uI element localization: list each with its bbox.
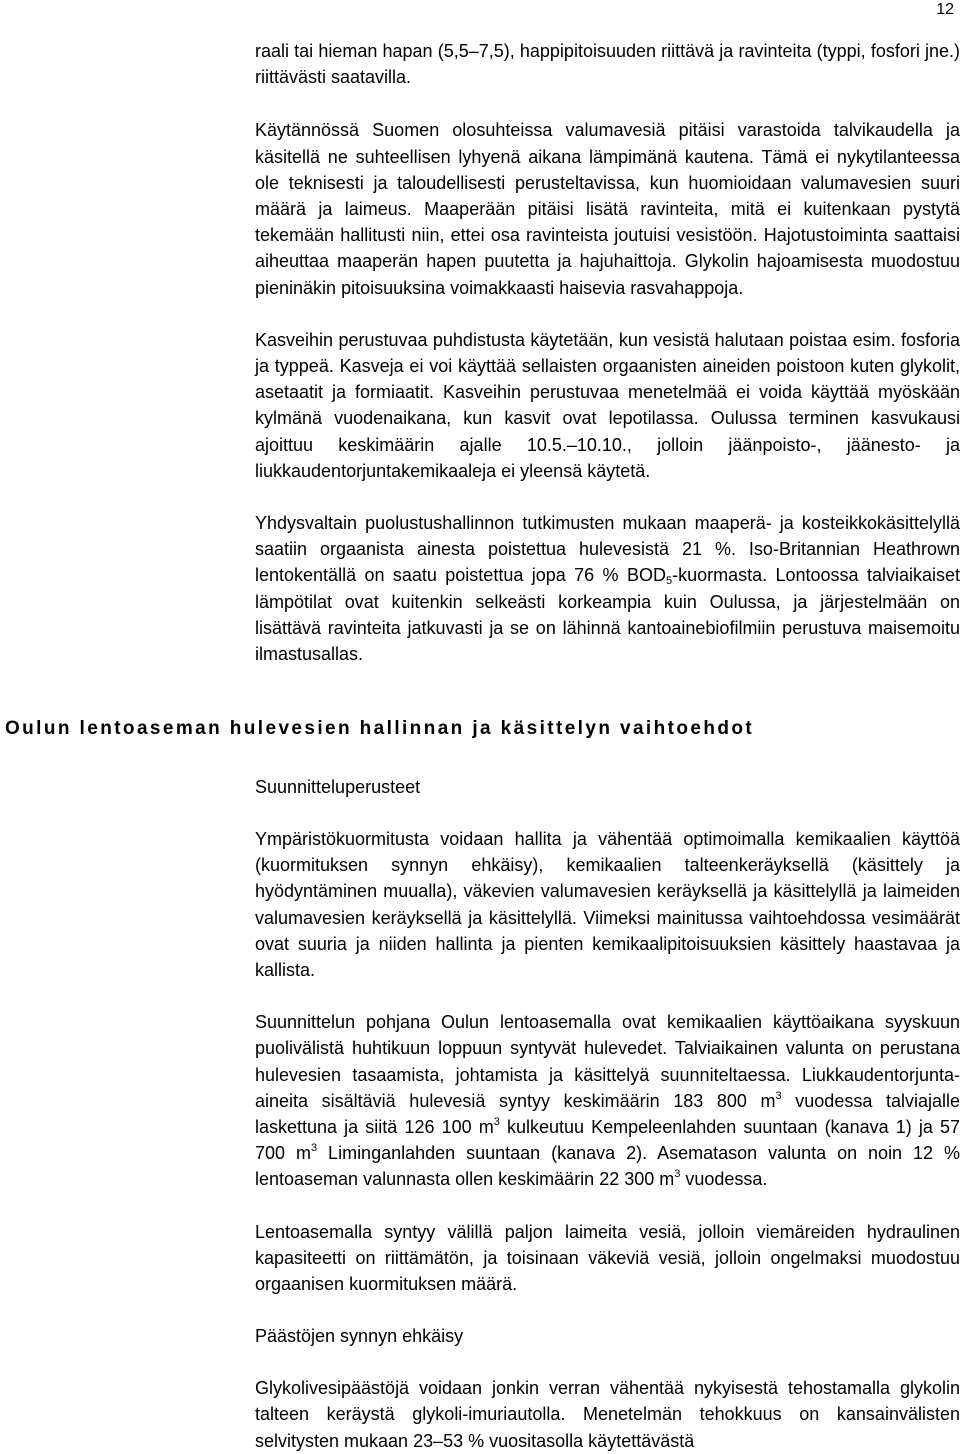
text-block-top [255, 38, 960, 667]
subheading-design-basis: Suunnitteluperusteet [255, 777, 421, 797]
subheading-emission-prevention: Päästöjen synnyn ehkäisy [255, 1326, 464, 1347]
section-heading: Oulun lentoaseman hulevesien hallinnan ja käsittelyn vaihtoehdot [5, 718, 755, 739]
cubic-superscript-1: 3 [775, 1089, 782, 1102]
paragraph-glycol-recovery: Glykolivesipäästöjä voidaan jonkin verran vähentää nykyisestä tehostamalla glykolin talteen keräystä glykoli-imuriautolla. Menetelmän tehokkuus on kansainvälisten selvitysten mukaan 23–53 % vuositasolla käytettävästä [255, 1378, 960, 1451]
bod-subscript: 5 [665, 575, 673, 588]
paragraph-plant-treatment: Kasveihin perustuvaa puhdistusta käytetään, kun vesistä halutaan poistaa esim. fosforia ja typpeä. Kasveja ei voi käyttää sellaisten orgaanisten aineiden poistoon kuten glykolit, asetaatit ja formiaatit. Kasveihin perustuvaa menetelmää ei voida käyttää myöskään kylmänä vuodenaikana, kun kasvit ovat lepotilassa. Oulussa terminen kasvukausi ajoittuu keskimäärin ajalle 10.5.–10.10., jolloin jäänpoisto-, jäänesto- ja liukkaudentorjuntakemikaaleja ei yleensä käytetä. [255, 329, 960, 481]
paragraph-design-basis-part-b: vuodessa talviajalle laskettuna ja siitä 126 100 m [255, 1090, 960, 1138]
paragraph-design-basis-part-d: Liminganlahden suuntaan (kanava 2). Asematason valunta on noin 12 % lentoaseman valunnasta ollen keskimäärin 22 300 m [255, 1143, 960, 1190]
paragraph-design-basis-part-e: vuodessa. [680, 1169, 768, 1190]
text-block-bottom [255, 774, 960, 1454]
paragraph-dilute-waters: Lentoasemalla syntyy välillä paljon laimeita vesiä, jolloin viemäreiden hydraulinen kapasiteetti on riittämätön, ja toisinaan väkeviä vesiä, jolloin ongelmaksi muodostuu orgaanisen kuormituksen määrä. [255, 1221, 960, 1295]
page-number: 12 [936, 1, 954, 18]
paragraph-international-results [255, 510, 960, 667]
paragraph-load-management: Ympäristökuormitusta voidaan hallita ja vähentää optimoimalla kemikaalien käyttöä (kuormituksen synnyn ehkäisy), kemikaalien talteenkeräyksellä (käsittely ja hyödyntäminen muualla), väkevien valumavesien keräyksellä ja käsittelyllä ja laimeiden valumavesien keräyksellä ja käsittelyllä. Viimeksi mainitussa vaihtoehdossa vesimäärät ovat suuria ja niiden hallinta ja pienten kemikaalipitoisuuksien käsittely haastavaa ja kallista. [255, 829, 960, 981]
paragraph-soil-conditions: raali tai hieman hapan (5,5–7,5), happipitoisuuden riittävä ja ravinteita (typpi, fosfori jne.) riittävästi saatavilla. [255, 41, 960, 88]
paragraph-design-basis [255, 1009, 960, 1192]
paragraph-design-basis-part-c: kulkeutuu Kempeleenlahden suuntaan (kanava 1) ja 57 700 m [255, 1117, 960, 1164]
paragraph-finnish-conditions: Käytännössä Suomen olosuhteissa valumavesiä pitäisi varastoida talvikaudella ja käsitellä ne suhteellisen lyhyenä aikana lämpimänä kautena. Tämä ei nykytilanteessa ole teknisesti ja taloudellisesti perusteltavissa, kun huomioidaan valumavesien suuri määrä ja laimeus. Maaperään pitäisi lisätä ravinteita, mitä ei kuitenkaan pystytä tekemään hallitusti niin, ettei osa ravinteista joutuisi vesistöön. Hajotustoiminta saattaisi aiheuttaa maaperän hapen puutetta ja hajuhaittoja. Glykolin hajoamisesta muodostuu pieninäkin pitoisuuksina voimakkaasti haisevia rasvahappoja. [255, 120, 960, 298]
paragraph-design-basis-part-a: Suunnittelun pohjana Oulun lentoasemalla ovat kemikaalien käyttöaikana syyskuun puolivälistä huhtikuun loppuun syntyvät hulevedet. Talviaikainen valunta on perustana hulevesien tasaamista, johtamista ja käsittelyä suunniteltaessa. Liukkaudentorjunta-aineita sisältäviä hulevesiä syntyy keskimäärin 183 800 m [255, 1012, 960, 1111]
paragraph-international-results-part-a: Yhdysvaltain puolustushallinnon tutkimusten mukaan maaperä- ja kosteikkokäsittelyllä saatiin orgaanista ainesta poistettua hulevesistä 21 %. Iso-Britannian Heathrown lentokentällä on saatu poistettua jopa 76 % BOD [255, 513, 960, 586]
cubic-superscript-3: 3 [310, 1142, 318, 1155]
cubic-superscript-4: 3 [674, 1168, 681, 1181]
paragraph-international-results-part-b: -kuormasta. Lontoossa talviaikaiset lämpötilat ovat kuitenkin selkeästi korkeampia kuin Oulussa, ja järjestelmään on lisättävä ravinteita jatkuvasti ja se on lähinnä kantoainebiofilmiin perustuva maisemoitu ilmastusallas. [255, 565, 960, 665]
cubic-superscript-2: 3 [493, 1116, 500, 1129]
